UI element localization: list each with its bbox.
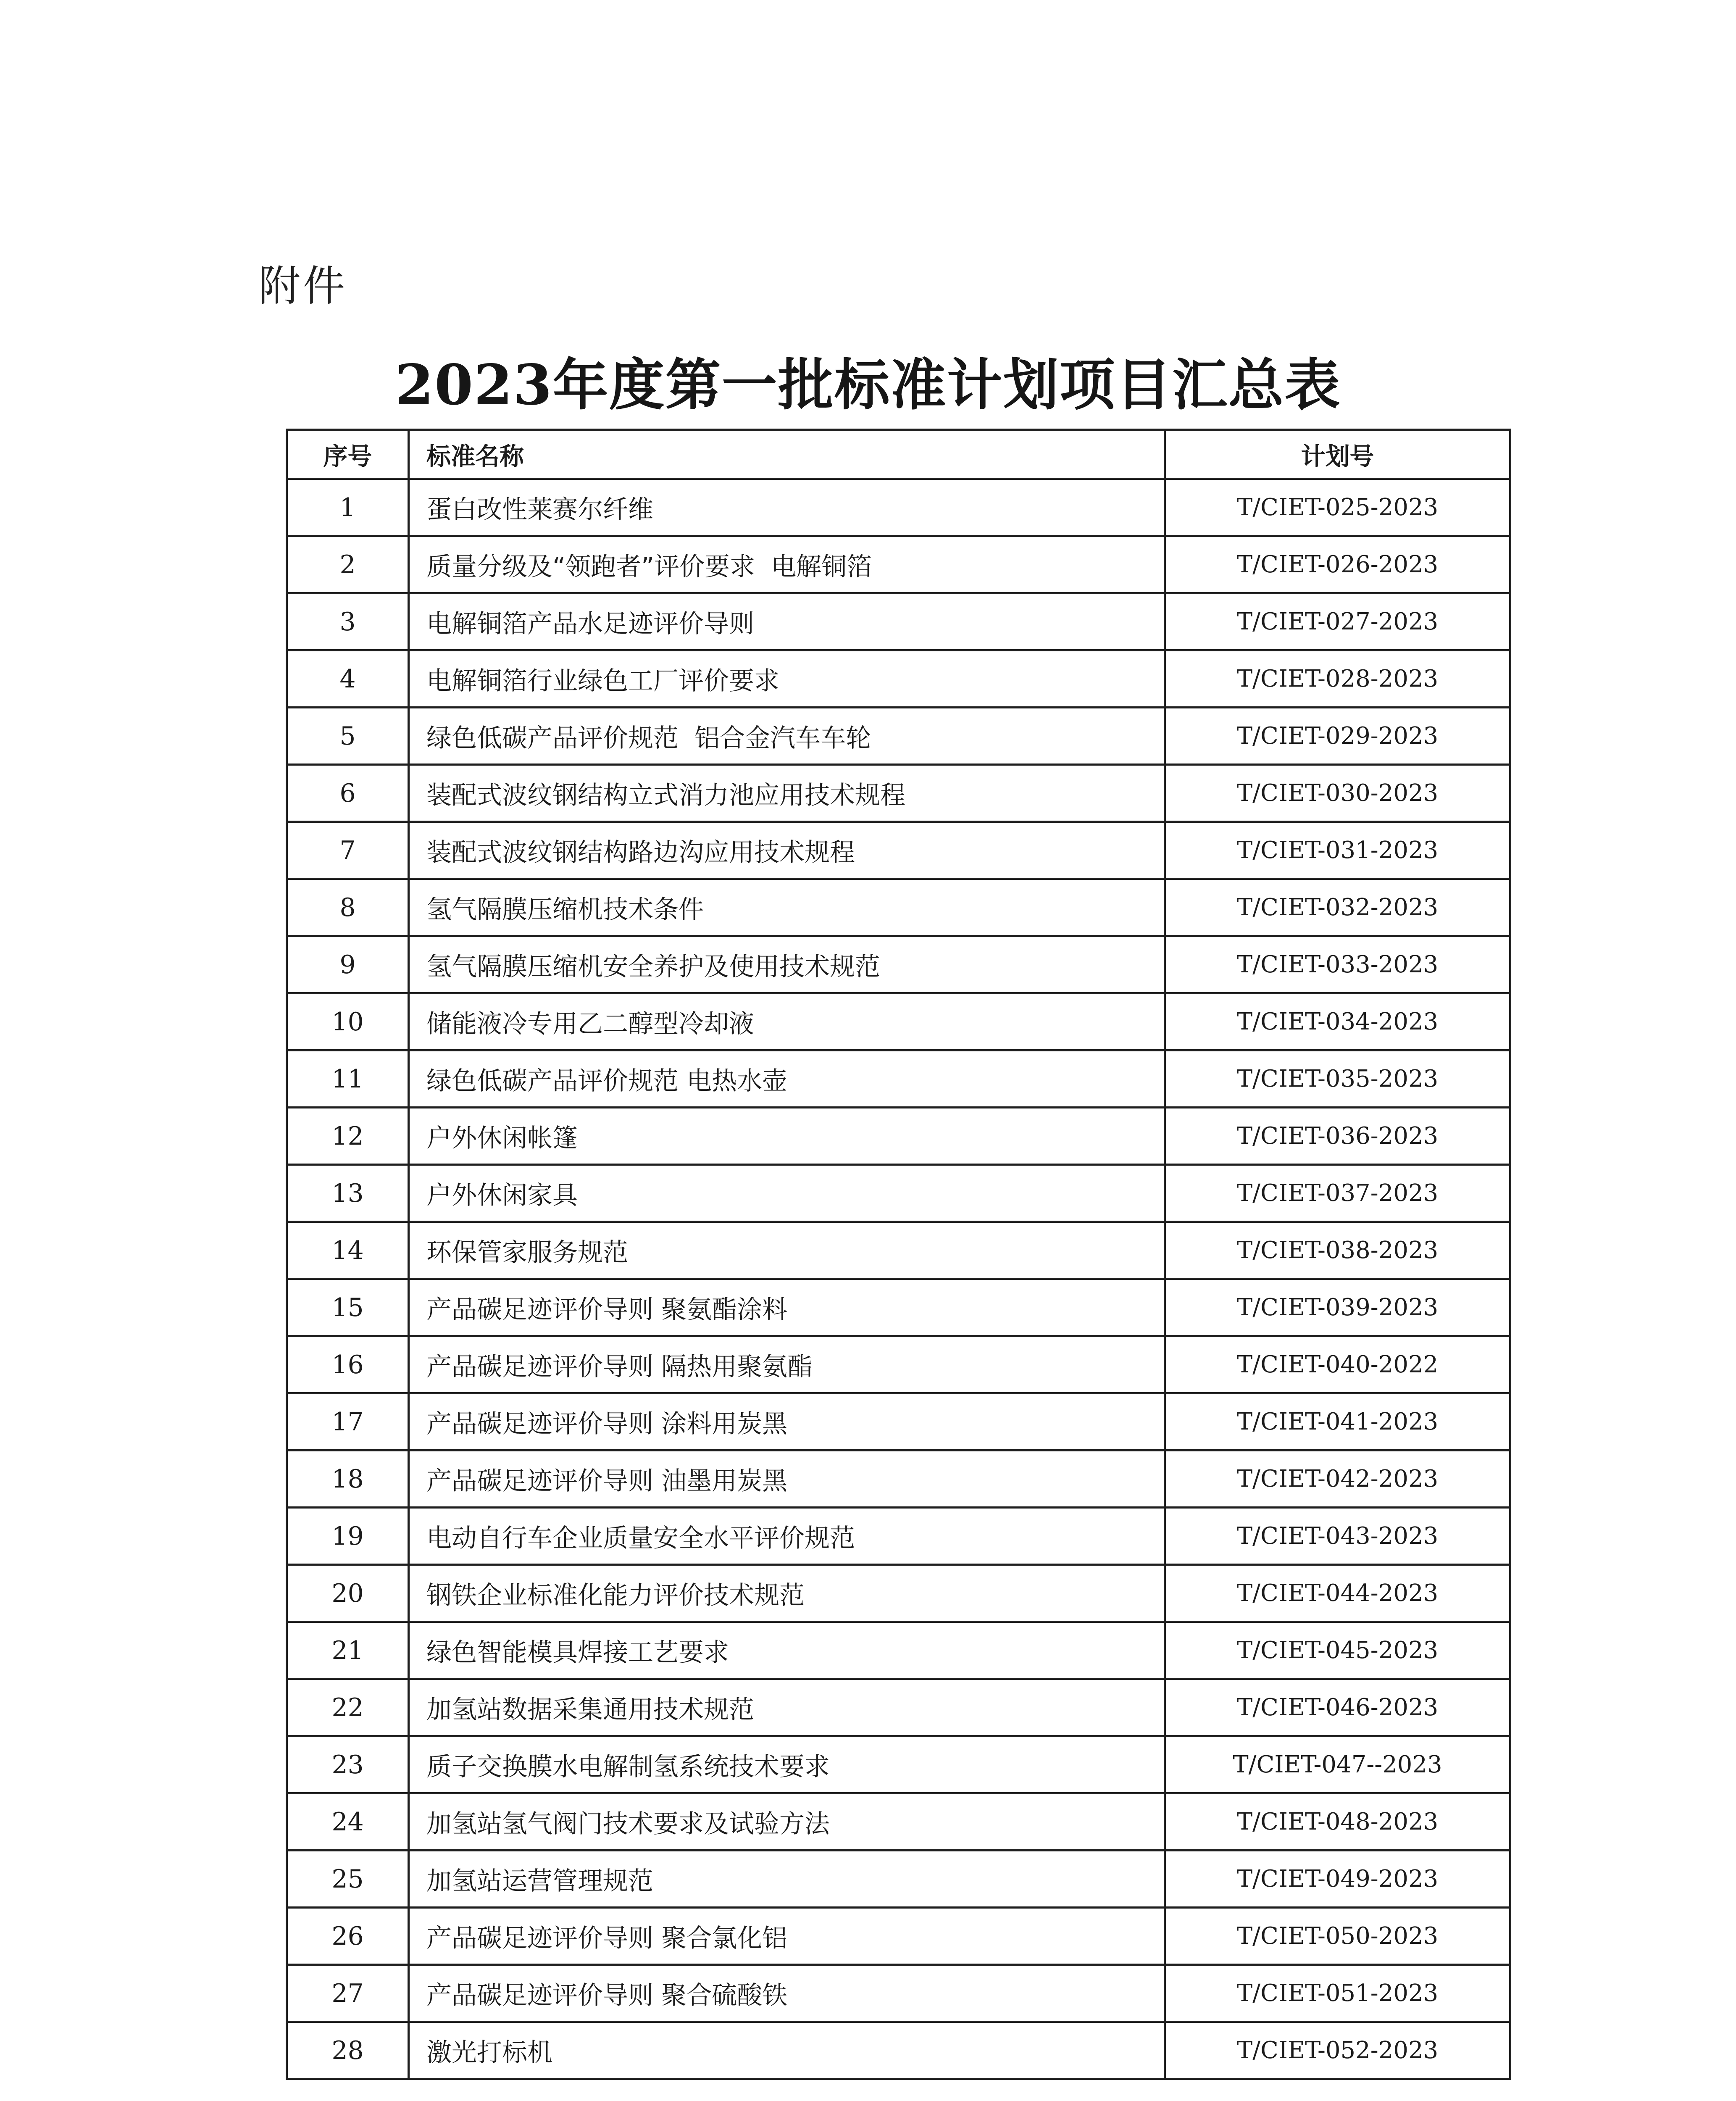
serial-number-cell: 6 <box>287 765 409 822</box>
table-row <box>287 1222 1510 1279</box>
plan-number-cell: T/CIET-043-2023 <box>1165 1508 1510 1565</box>
serial-number-cell: 15 <box>287 1279 409 1336</box>
standard-name-cell: 氢气隔膜压缩机安全养护及使用技术规范 <box>409 936 1165 993</box>
table-row <box>287 879 1510 936</box>
standard-name-cell: 蛋白改性莱赛尔纤维 <box>409 479 1165 536</box>
header-plan-number: 计划号 <box>1165 430 1510 479</box>
plan-number-cell: T/CIET-034-2023 <box>1165 993 1510 1050</box>
table-row <box>287 1279 1510 1336</box>
serial-number-cell: 27 <box>287 1965 409 2022</box>
table-row <box>287 479 1510 536</box>
standard-name-cell: 绿色低碳产品评价规范 电热水壶 <box>409 1050 1165 1108</box>
standard-name-cell: 电解铜箔行业绿色工厂评价要求 <box>409 650 1165 708</box>
document-title: 2023年度第一批标准计划项目汇总表 <box>395 353 1341 418</box>
serial-number-cell: 8 <box>287 879 409 936</box>
serial-number-cell: 17 <box>287 1393 409 1451</box>
table-row <box>287 1965 1510 2022</box>
standard-name-cell: 绿色低碳产品评价规范 铝合金汽车车轮 <box>409 708 1165 765</box>
plan-number-cell: T/CIET-033-2023 <box>1165 936 1510 993</box>
serial-number-cell: 1 <box>287 479 409 536</box>
standard-name-cell: 装配式波纹钢结构立式消力池应用技术规程 <box>409 765 1165 822</box>
table-body <box>287 479 1510 2079</box>
table-row <box>287 1851 1510 1908</box>
standard-name-cell: 钢铁企业标准化能力评价技术规范 <box>409 1565 1165 1622</box>
table-row <box>287 1508 1510 1565</box>
plan-number-cell: T/CIET-031-2023 <box>1165 822 1510 879</box>
table-row <box>287 708 1510 765</box>
serial-number-cell: 9 <box>287 936 409 993</box>
standard-name-cell: 户外休闲帐篷 <box>409 1108 1165 1165</box>
table-row <box>287 1050 1510 1108</box>
table-row <box>287 936 1510 993</box>
plan-number-cell: T/CIET-037-2023 <box>1165 1165 1510 1222</box>
table-row <box>287 1451 1510 1508</box>
standard-name-cell: 产品碳足迹评价导则 油墨用炭黑 <box>409 1451 1165 1508</box>
serial-number-cell: 26 <box>287 1908 409 1965</box>
table-row <box>287 1793 1510 1851</box>
table-row <box>287 1108 1510 1165</box>
table-row <box>287 2022 1510 2079</box>
serial-number-cell: 2 <box>287 536 409 593</box>
serial-number-cell: 16 <box>287 1336 409 1393</box>
plan-number-cell: T/CIET-040-2022 <box>1165 1336 1510 1393</box>
standard-name-cell: 环保管家服务规范 <box>409 1222 1165 1279</box>
table-row <box>287 593 1510 650</box>
table-header-row <box>287 430 1510 479</box>
plan-number-cell: T/CIET-027-2023 <box>1165 593 1510 650</box>
table-row <box>287 1565 1510 1622</box>
attachment-label: 附件 <box>258 261 347 311</box>
plan-number-cell: T/CIET-036-2023 <box>1165 1108 1510 1165</box>
plan-number-cell: T/CIET-046-2023 <box>1165 1679 1510 1736</box>
serial-number-cell: 11 <box>287 1050 409 1108</box>
table-row <box>287 1736 1510 1793</box>
standard-name-cell: 质子交换膜水电解制氢系统技术要求 <box>409 1736 1165 1793</box>
serial-number-cell: 3 <box>287 593 409 650</box>
standard-name-cell: 产品碳足迹评价导则 涂料用炭黑 <box>409 1393 1165 1451</box>
serial-number-cell: 4 <box>287 650 409 708</box>
standard-name-cell: 电解铜箔产品水足迹评价导则 <box>409 593 1165 650</box>
serial-number-cell: 7 <box>287 822 409 879</box>
plan-number-cell: T/CIET-029-2023 <box>1165 708 1510 765</box>
standard-name-cell: 加氢站运营管理规范 <box>409 1851 1165 1908</box>
table-row <box>287 1165 1510 1222</box>
serial-number-cell: 10 <box>287 993 409 1050</box>
standard-name-cell: 激光打标机 <box>409 2022 1165 2079</box>
standard-name-cell: 户外休闲家具 <box>409 1165 1165 1222</box>
plan-number-cell: T/CIET-052-2023 <box>1165 2022 1510 2079</box>
plan-number-cell: T/CIET-026-2023 <box>1165 536 1510 593</box>
plan-number-cell: T/CIET-045-2023 <box>1165 1622 1510 1679</box>
standards-table <box>286 429 1511 2080</box>
table-row <box>287 1908 1510 1965</box>
table-row <box>287 536 1510 593</box>
serial-number-cell: 19 <box>287 1508 409 1565</box>
standard-name-cell: 绿色智能模具焊接工艺要求 <box>409 1622 1165 1679</box>
serial-number-cell: 12 <box>287 1108 409 1165</box>
plan-number-cell: T/CIET-039-2023 <box>1165 1279 1510 1336</box>
table-row <box>287 765 1510 822</box>
standard-name-cell: 产品碳足迹评价导则 隔热用聚氨酯 <box>409 1336 1165 1393</box>
serial-number-cell: 24 <box>287 1793 409 1851</box>
table-row <box>287 1393 1510 1451</box>
plan-number-cell: T/CIET-047--2023 <box>1165 1736 1510 1793</box>
standard-name-cell: 产品碳足迹评价导则 聚合硫酸铁 <box>409 1965 1165 2022</box>
standard-name-cell: 加氢站氢气阀门技术要求及试验方法 <box>409 1793 1165 1851</box>
plan-number-cell: T/CIET-044-2023 <box>1165 1565 1510 1622</box>
standard-name-cell: 产品碳足迹评价导则 聚合氯化铝 <box>409 1908 1165 1965</box>
plan-number-cell: T/CIET-042-2023 <box>1165 1451 1510 1508</box>
serial-number-cell: 28 <box>287 2022 409 2079</box>
serial-number-cell: 13 <box>287 1165 409 1222</box>
serial-number-cell: 21 <box>287 1622 409 1679</box>
plan-number-cell: T/CIET-025-2023 <box>1165 479 1510 536</box>
plan-number-cell: T/CIET-035-2023 <box>1165 1050 1510 1108</box>
table-row <box>287 822 1510 879</box>
table-row <box>287 1622 1510 1679</box>
header-serial-number: 序号 <box>287 430 409 479</box>
serial-number-cell: 14 <box>287 1222 409 1279</box>
plan-number-cell: T/CIET-050-2023 <box>1165 1908 1510 1965</box>
serial-number-cell: 25 <box>287 1851 409 1908</box>
standard-name-cell: 装配式波纹钢结构路边沟应用技术规程 <box>409 822 1165 879</box>
serial-number-cell: 20 <box>287 1565 409 1622</box>
plan-number-cell: T/CIET-038-2023 <box>1165 1222 1510 1279</box>
table-row <box>287 1336 1510 1393</box>
serial-number-cell: 22 <box>287 1679 409 1736</box>
serial-number-cell: 23 <box>287 1736 409 1793</box>
standard-name-cell: 产品碳足迹评价导则 聚氨酯涂料 <box>409 1279 1165 1336</box>
standard-name-cell: 质量分级及“领跑者”评价要求 电解铜箔 <box>409 536 1165 593</box>
plan-number-cell: T/CIET-030-2023 <box>1165 765 1510 822</box>
header-standard-name: 标准名称 <box>409 430 1165 479</box>
plan-number-cell: T/CIET-028-2023 <box>1165 650 1510 708</box>
standard-name-cell: 储能液冷专用乙二醇型冷却液 <box>409 993 1165 1050</box>
standards-table-container <box>286 429 1509 2080</box>
standard-name-cell: 氢气隔膜压缩机技术条件 <box>409 879 1165 936</box>
standard-name-cell: 加氢站数据采集通用技术规范 <box>409 1679 1165 1736</box>
plan-number-cell: T/CIET-048-2023 <box>1165 1793 1510 1851</box>
table-row <box>287 993 1510 1050</box>
standard-name-cell: 电动自行车企业质量安全水平评价规范 <box>409 1508 1165 1565</box>
plan-number-cell: T/CIET-041-2023 <box>1165 1393 1510 1451</box>
plan-number-cell: T/CIET-049-2023 <box>1165 1851 1510 1908</box>
table-row <box>287 650 1510 708</box>
plan-number-cell: T/CIET-051-2023 <box>1165 1965 1510 2022</box>
serial-number-cell: 18 <box>287 1451 409 1508</box>
plan-number-cell: T/CIET-032-2023 <box>1165 879 1510 936</box>
table-row <box>287 1679 1510 1736</box>
serial-number-cell: 5 <box>287 708 409 765</box>
